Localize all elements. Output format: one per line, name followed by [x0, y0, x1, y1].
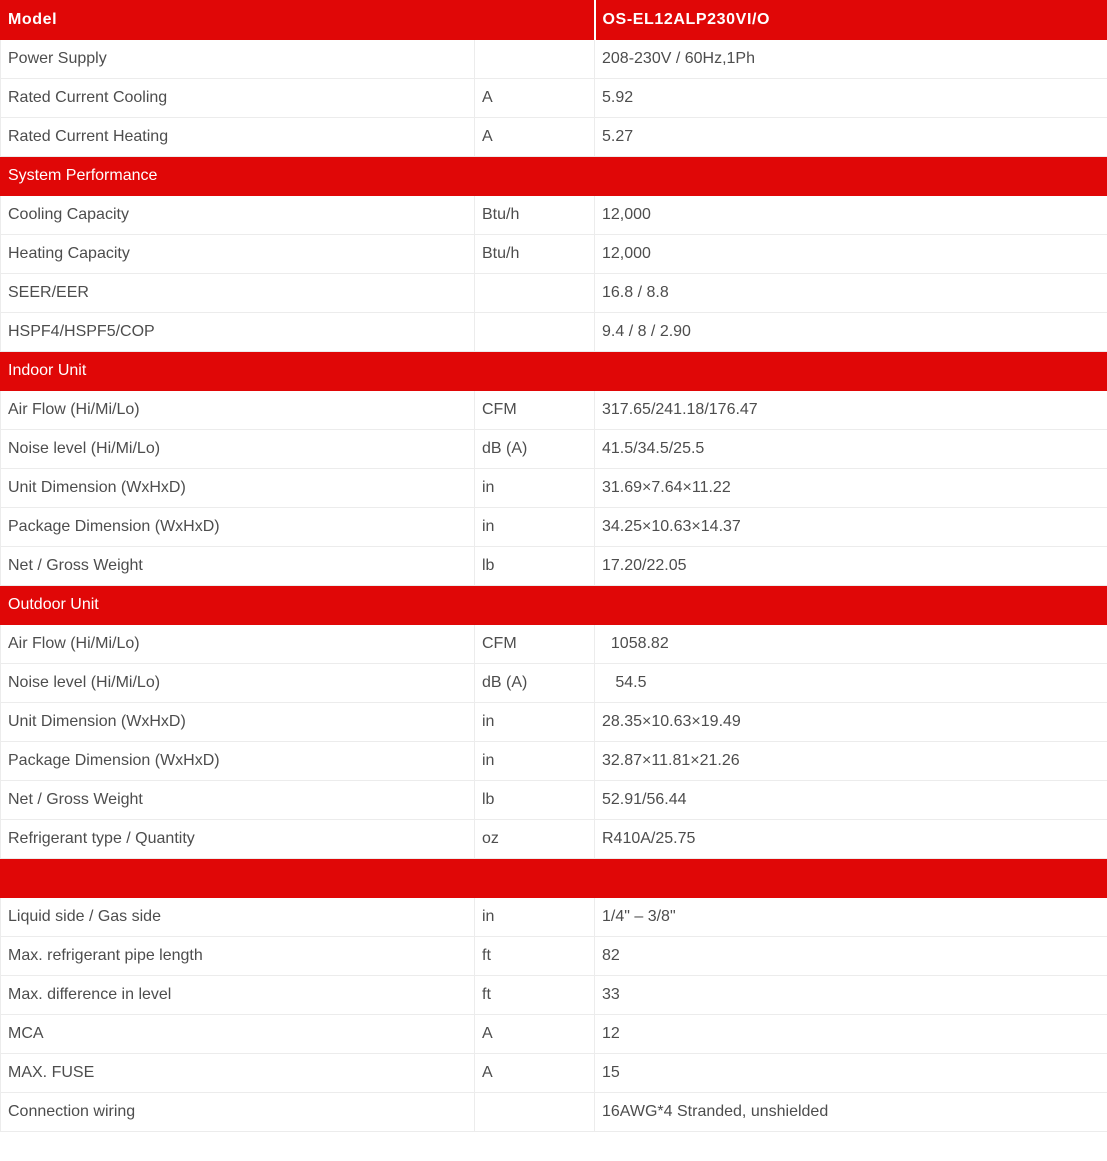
spec-value: 34.25×10.63×14.37	[595, 508, 1107, 547]
spec-name: Air Flow (Hi/Mi/Lo)	[1, 391, 475, 430]
spec-unit: in	[475, 469, 595, 508]
spec-name: Rated Current Cooling	[1, 79, 475, 118]
spec-name: Noise level (Hi/Mi/Lo)	[1, 430, 475, 469]
spec-unit: dB (A)	[475, 430, 595, 469]
spec-value: 1/4" – 3/8"	[595, 898, 1107, 937]
spec-row	[1, 976, 1107, 1015]
spec-value: 41.5/34.5/25.5	[595, 430, 1107, 469]
spec-name: Package Dimension (WxHxD)	[1, 742, 475, 781]
spec-value: 15	[595, 1054, 1107, 1093]
spec-name: Noise level (Hi/Mi/Lo)	[1, 664, 475, 703]
spec-value: 5.27	[595, 118, 1107, 157]
spec-unit: Btu/h	[475, 235, 595, 274]
spec-name: Net / Gross Weight	[1, 781, 475, 820]
spec-row	[1, 313, 1107, 352]
spec-value: 54.5	[595, 664, 1107, 703]
spec-unit: CFM	[475, 391, 595, 430]
spec-unit	[475, 40, 595, 79]
spec-name: Heating Capacity	[1, 235, 475, 274]
section-header-row	[1, 352, 1107, 391]
spec-unit: in	[475, 508, 595, 547]
spec-row	[1, 469, 1107, 508]
spec-value: 33	[595, 976, 1107, 1015]
spec-row	[1, 196, 1107, 235]
spec-unit: ft	[475, 976, 595, 1015]
section-title: Indoor Unit	[1, 352, 1107, 391]
spec-value: 12	[595, 1015, 1107, 1054]
spec-name: Connection wiring	[1, 1093, 475, 1132]
spec-value: 1058.82	[595, 625, 1107, 664]
spec-name: Refrigerant type / Quantity	[1, 820, 475, 859]
spec-row	[1, 742, 1107, 781]
spec-row	[1, 235, 1107, 274]
spec-unit: in	[475, 742, 595, 781]
spec-value: 16AWG*4 Stranded, unshielded	[595, 1093, 1107, 1132]
spec-row	[1, 703, 1107, 742]
spec-unit: A	[475, 1015, 595, 1054]
spec-row	[1, 1093, 1107, 1132]
spec-value: 16.8 / 8.8	[595, 274, 1107, 313]
spec-row	[1, 820, 1107, 859]
section-header-row	[1, 586, 1107, 625]
spec-name: Unit Dimension (WxHxD)	[1, 703, 475, 742]
spec-row	[1, 1054, 1107, 1093]
spec-value: 9.4 / 8 / 2.90	[595, 313, 1107, 352]
spec-name: Air Flow (Hi/Mi/Lo)	[1, 625, 475, 664]
spec-value: 12,000	[595, 196, 1107, 235]
spec-row	[1, 430, 1107, 469]
spec-row	[1, 664, 1107, 703]
spec-name: Max. difference in level	[1, 976, 475, 1015]
spec-name: Max. refrigerant pipe length	[1, 937, 475, 976]
spec-unit: lb	[475, 781, 595, 820]
spec-value: 32.87×11.81×21.26	[595, 742, 1107, 781]
spec-unit: in	[475, 898, 595, 937]
spec-table-body	[1, 1, 1107, 1132]
spec-name: Unit Dimension (WxHxD)	[1, 469, 475, 508]
spec-value: 82	[595, 937, 1107, 976]
spec-row	[1, 781, 1107, 820]
spec-name: Power Supply	[1, 40, 475, 79]
spec-value: 317.65/241.18/176.47	[595, 391, 1107, 430]
spec-row	[1, 937, 1107, 976]
spec-name: Rated Current Heating	[1, 118, 475, 157]
model-number: OS-EL12ALP230VI/O	[595, 1, 1107, 40]
spec-unit: lb	[475, 547, 595, 586]
spec-unit: ft	[475, 937, 595, 976]
spec-value: 28.35×10.63×19.49	[595, 703, 1107, 742]
spec-name: Liquid side / Gas side	[1, 898, 475, 937]
spec-row	[1, 898, 1107, 937]
spec-name: Net / Gross Weight	[1, 547, 475, 586]
spec-row	[1, 1015, 1107, 1054]
spec-value: 31.69×7.64×11.22	[595, 469, 1107, 508]
spec-value: 5.92	[595, 79, 1107, 118]
spec-row	[1, 118, 1107, 157]
spec-row	[1, 274, 1107, 313]
spec-name: MCA	[1, 1015, 475, 1054]
spec-name: SEER/EER	[1, 274, 475, 313]
section-header-row	[1, 157, 1107, 196]
spec-value: 208-230V / 60Hz,1Ph	[595, 40, 1107, 79]
spec-unit	[475, 313, 595, 352]
spec-unit	[475, 274, 595, 313]
section-title: System Performance	[1, 157, 1107, 196]
spec-unit: A	[475, 118, 595, 157]
spec-unit: A	[475, 79, 595, 118]
spec-unit	[475, 1093, 595, 1132]
model-header-row	[1, 1, 1107, 40]
spec-unit: A	[475, 1054, 595, 1093]
section-title	[1, 859, 1107, 898]
spec-name: Package Dimension (WxHxD)	[1, 508, 475, 547]
spec-name: Cooling Capacity	[1, 196, 475, 235]
spec-value: 17.20/22.05	[595, 547, 1107, 586]
model-label: Model	[1, 1, 595, 40]
spec-unit: oz	[475, 820, 595, 859]
spec-value: R410A/25.75	[595, 820, 1107, 859]
spec-unit: CFM	[475, 625, 595, 664]
spec-row	[1, 40, 1107, 79]
spec-name: MAX. FUSE	[1, 1054, 475, 1093]
spec-value: 52.91/56.44	[595, 781, 1107, 820]
section-header-row	[1, 859, 1107, 898]
section-title: Outdoor Unit	[1, 586, 1107, 625]
spec-unit: dB (A)	[475, 664, 595, 703]
spec-row	[1, 79, 1107, 118]
spec-row	[1, 547, 1107, 586]
spec-unit: in	[475, 703, 595, 742]
spec-unit: Btu/h	[475, 196, 595, 235]
spec-name: HSPF4/HSPF5/COP	[1, 313, 475, 352]
spec-row	[1, 508, 1107, 547]
spec-row	[1, 391, 1107, 430]
spec-row	[1, 625, 1107, 664]
spec-value: 12,000	[595, 235, 1107, 274]
